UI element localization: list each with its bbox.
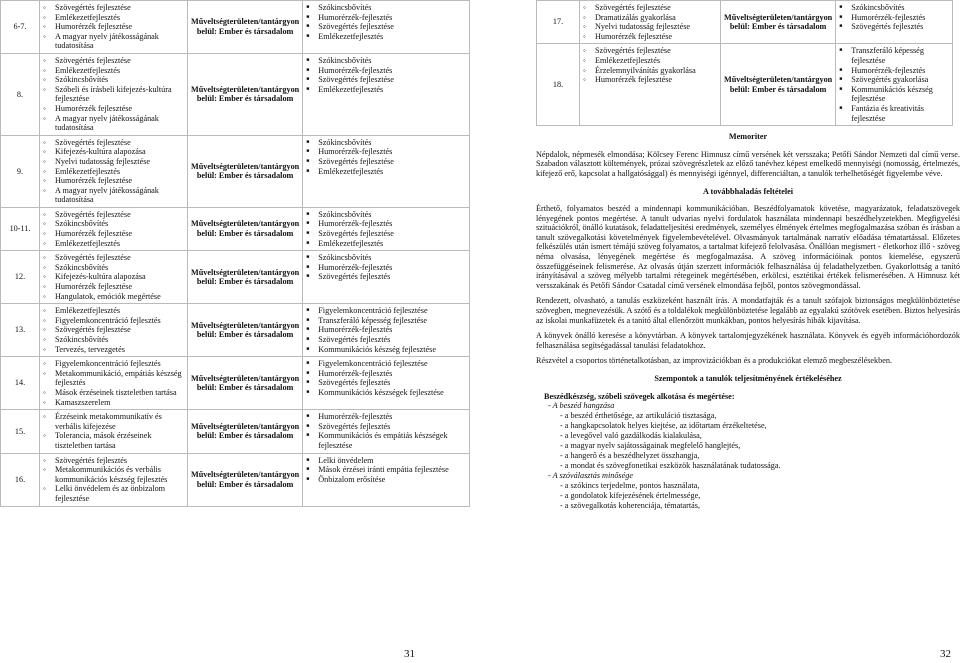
row-number: 18. (537, 44, 580, 126)
competencies-list (839, 46, 949, 123)
list-item: ◦ Szókincsbővítés (43, 75, 184, 85)
list-item: ■ Humorérzék-fejlesztés (306, 147, 466, 157)
list-item: ◦ Humorérzék fejlesztése (583, 75, 717, 85)
list-item: ■ Emlékezetfejlesztés (306, 32, 466, 42)
right-table (536, 0, 953, 126)
list-item: ■ Szövegértés fejlesztése (306, 157, 466, 167)
list-item: ◦ A magyar nyelv játékosságának tudatosítása (43, 114, 184, 133)
list-item: ■ Szókincsbővítés (839, 3, 949, 13)
subject-area: Műveltségterületen/tantárgyon belül: Ember és társadalom (188, 304, 303, 357)
list-item: ■ Humorérzék-fejlesztés (839, 66, 949, 76)
list-item: ◦ Érzelemnyilvánítás gyakorlása (583, 66, 717, 76)
criteria-line: - a hangerő és a beszédhelyzet összhangja, (560, 451, 700, 461)
subject-area: Műveltségterületen/tantárgyon belül: Ember és társadalom (188, 357, 303, 410)
goals-list (43, 138, 184, 205)
list-item: ■ Humorérzék-fejlesztés (306, 13, 466, 23)
competencies-list (306, 306, 466, 354)
row-number: 10-11. (1, 207, 40, 250)
list-item: ◦ Kifejezés-kultúra alapozása (43, 272, 184, 282)
list-item: ◦ Humorérzék fejlesztése (43, 229, 184, 239)
list-item: ◦ Szövegértés fejlesztése (43, 325, 184, 335)
list-item: ◦ Szövegértés fejlesztése (43, 56, 184, 66)
list-item: ◦ Tervezés, tervezgetés (43, 345, 184, 355)
evaluation-subtitle: Beszédkészség, szóbeli szövegek alkotása és megértése: (544, 391, 735, 401)
continuation-paragraphs (536, 204, 960, 366)
development-goals (40, 251, 188, 304)
list-item: ◦ Figyelemkoncentráció fejlesztés (43, 316, 184, 326)
list-item: ◦ Figyelemkoncentráció fejlesztés (43, 359, 184, 369)
evaluation-title: Szempontok a tanulók teljesítményének értékeléséhez (654, 374, 842, 383)
list-item: ■ Fantázia és kreativitás fejlesztése (839, 104, 949, 123)
competencies-list (306, 359, 466, 397)
list-item: ◦ Szóbeli és írásbeli kifejezés-kultúra fejlesztése (43, 85, 184, 104)
goals-list (43, 306, 184, 354)
competencies-list (306, 456, 466, 485)
list-item: ■ Szókincsbővítés (306, 138, 466, 148)
competencies-list (306, 210, 466, 248)
list-item: ◦ Mások érzéseinek tiszteletben tartása (43, 388, 184, 398)
competencies (303, 53, 470, 135)
left-page (0, 0, 480, 640)
list-item: ◦ Metakommunikációs és verbális kommunikációs készség fejlesztés (43, 465, 184, 484)
development-goals (40, 453, 188, 506)
competencies (303, 1, 470, 54)
criteria-line: - a hangkapcsolatok helyes kiejtése, az időtartam érzékeltetése, (560, 421, 767, 431)
table-row (1, 207, 470, 250)
competencies (303, 304, 470, 357)
development-goals (40, 304, 188, 357)
list-item: ■ Szövegértés fejlesztés (306, 335, 466, 345)
subject-area: Műveltségterületen/tantárgyon belül: Ember és társadalom (188, 251, 303, 304)
goals-list (43, 56, 184, 133)
table-row (1, 304, 470, 357)
row-number: 12. (1, 251, 40, 304)
table-row (1, 135, 470, 207)
competencies (303, 207, 470, 250)
subject-area: Műveltségterületen/tantárgyon belül: Ember és társadalom (721, 44, 836, 126)
page-number-left: 31 (404, 648, 415, 660)
list-item: ■ Kommunikációs készségek fejlesztése (306, 388, 466, 398)
list-item: ■ Kommunikációs készség fejlesztése (306, 345, 466, 355)
list-item: ◦ Emlékezetfejlesztés (43, 66, 184, 76)
list-item: ◦ Dramatizálás gyakorlása (583, 13, 717, 23)
list-item: ◦ Emlékezetfejlesztés (43, 306, 184, 316)
criteria-line: - a mondat és szövegfonetikai eszközök használatának tudatossága. (560, 461, 781, 471)
table-row (1, 410, 470, 453)
list-item: ◦ Szövegértés fejlesztése (43, 253, 184, 263)
list-item: ■ Szövegértés fejlesztése (306, 229, 466, 239)
list-item: ■ Szövegértés gyakorlása (839, 75, 949, 85)
table-row (537, 1, 953, 44)
list-item: ◦ Nyelvi tudatosság fejlesztése (43, 157, 184, 167)
table-row (1, 453, 470, 506)
development-goals (580, 44, 721, 126)
list-item: ■ Szövegértés fejlesztése (306, 75, 466, 85)
evaluation-criteria (548, 401, 960, 511)
goals-list (43, 412, 184, 450)
list-item: ■ Kommunikációs és empátiás készségek fejlesztése (306, 431, 466, 450)
table-row (1, 357, 470, 410)
list-item: ◦ Szövegértés fejlesztése (43, 3, 184, 13)
list-item: ■ Humorérzék-fejlesztés (306, 412, 466, 422)
list-item: ■ Szövegértés fejlesztés (306, 378, 466, 388)
list-item: ■ Emlékezetfejlesztés (306, 85, 466, 95)
list-item: ■ Szókincsbővítés (306, 253, 466, 263)
subject-area: Műveltségterületen/tantárgyon belül: Ember és társadalom (188, 453, 303, 506)
page-number-right: 32 (940, 648, 951, 660)
row-number: 17. (537, 1, 580, 44)
left-table (0, 0, 470, 507)
competencies (303, 251, 470, 304)
subject-area: Műveltségterületen/tantárgyon belül: Ember és társadalom (721, 1, 836, 44)
list-item: ■ Emlékezetfejlesztés (306, 239, 466, 249)
list-item: ◦ Emlékezetfejlesztés (583, 56, 717, 66)
list-item: ◦ Szövegértés fejlesztés (43, 456, 184, 466)
paragraph: Érthető, folyamatos beszéd a mindennapi kommunikációban. Beszédfolyamatok követése, magyarázatok, feladatszövegek lényegének pontos megértése. A tanult udvarias nyelvi fordulatok használata mindennapi beszédhelyzetekben. Megfigyelési szituációkról, önálló kutatások, feladatteljesítési eredmények, személyes élmények értelmes megfogalmazása szóban és írásban a tanult szövegalkotási követelmények figyelembevételével. Olvasmányok tartalmának narratív előadása tématartással. Előzetes felkészülés után ismert témájú szöveg folyamatos, a tartalmat kifejező felolvasása. Önállóan megismert - életkorhoz illő - szöveg néma olvasása, lényegének megértése és megfogalmazása. A szöveg információinak pontos kiemelése, egyszerű összefüggéseinek felismerése. Az olvasás útján szerzett információk felhasználása új feladathelyzetben. Gyakorlottság a tanító irányításával a szöveg mélyebb tartalmi rétegeinek megértésében, erkölcsi, esztétikai értékek felismerésében. A Himnusz két versszakának és Petőfi Sándor Csatadal című versének elmondása fejből, pontos szövegmondással. (536, 204, 960, 290)
competencies (303, 135, 470, 207)
development-goals (580, 1, 721, 44)
goals-list (43, 253, 184, 301)
list-item: ◦ Humorérzék fejlesztése (43, 22, 184, 32)
competencies (303, 453, 470, 506)
criteria-line: - a beszéd érthetősége, az artikuláció tisztasága, (560, 411, 717, 421)
list-item: ◦ Szövegértés fejlesztése (583, 3, 717, 13)
list-item: ◦ Szövegértés fejlesztése (43, 138, 184, 148)
list-item: ■ Humorérzék-fejlesztés (839, 13, 949, 23)
goals-list (583, 46, 717, 84)
list-item: ◦ Hangulatok, emóciók megértése (43, 292, 184, 302)
list-item: ◦ Humorérzék fejlesztése (43, 176, 184, 186)
goals-list (43, 210, 184, 248)
list-item: ■ Szövegértés fejlesztése (306, 22, 466, 32)
list-item: ◦ Tolerancia, mások érzéseinek tiszteletben tartása (43, 431, 184, 450)
list-item: ◦ Szövegértés fejlesztése (583, 46, 717, 56)
criteria-line: - a szövegalkotás koherenciája, tématartás, (560, 501, 701, 511)
list-item: ■ Humorérzék-fejlesztés (306, 369, 466, 379)
row-number: 16. (1, 453, 40, 506)
list-item: ■ Szókincsbővítés (306, 56, 466, 66)
list-item: ◦ Érzéseink metakommunikatív és verbális kifejezése (43, 412, 184, 431)
list-item: ◦ Humorérzék fejlesztése (43, 104, 184, 114)
paragraph: Részvétel a csoportos történetalkotásban, az improvizációkban és a produkciókat elemző megbeszélésekben. (536, 356, 893, 366)
list-item: ■ Transzferáló képesség fejlesztése (839, 46, 949, 65)
list-item: ■ Figyelemkoncentráció fejlesztése (306, 306, 466, 316)
competencies (836, 44, 953, 126)
list-item: ■ Lelki önvédelem (306, 456, 466, 466)
subject-area: Műveltségterületen/tantárgyon belül: Ember és társadalom (188, 135, 303, 207)
competencies (303, 410, 470, 453)
row-number: 14. (1, 357, 40, 410)
right-page (536, 0, 960, 640)
goals-list (43, 3, 184, 51)
development-goals (40, 53, 188, 135)
development-goals (40, 135, 188, 207)
goals-list (43, 359, 184, 407)
list-item: ■ Transzferáló képesség fejlesztése (306, 316, 466, 326)
list-item: ■ Önbizalom erősítése (306, 475, 466, 485)
list-item: ◦ Humorérzék fejlesztése (583, 32, 717, 42)
list-item: ■ Mások érzései iránti empátia fejlesztése (306, 465, 466, 475)
criteria-line: - a szókincs terjedelme, pontos használata, (560, 481, 700, 491)
continuation-title: A továbbhaladás feltételei (702, 186, 794, 196)
development-goals (40, 357, 188, 410)
list-item: ◦ Emlékezetfejlesztés (43, 13, 184, 23)
competencies-list (839, 3, 949, 32)
competencies-list (306, 3, 466, 41)
competencies-list (306, 253, 466, 282)
list-item: ■ Figyelemkoncentráció fejlesztése (306, 359, 466, 369)
list-item: ■ Humorérzék-fejlesztés (306, 263, 466, 273)
list-item: ◦ Nyelvi tudatosság fejlesztése (583, 22, 717, 32)
competencies-list (306, 56, 466, 94)
list-item: ■ Humorérzék-fejlesztés (306, 325, 466, 335)
subject-area: Műveltségterületen/tantárgyon belül: Ember és társadalom (188, 410, 303, 453)
row-number: 8. (1, 53, 40, 135)
list-item: ◦ Emlékezetfejlesztés (43, 239, 184, 249)
memoriter-text: Népdalok, népmesék elmondása; Kölcsey Ferenc Himnusz című versének két versszaka; Petőfi Sándor Nemzeti dal című verse. Szabadon választott költemények, prózai szövegrészletek az előző tanévhez képest emelkedő mennyiségi (nomosság, értelmezés, kifejező erő, kapcsolat a hallgatósággal) és mennyiségi igénnyel, differenciáltan, a tanulók terhelhetőségét figyelembe véve. (536, 149, 960, 178)
subject-area: Műveltségterületen/tantárgyon belül: Ember és társadalom (188, 53, 303, 135)
paragraph: Rendezett, olvasható, a tanulás eszközeként használt írás. A mondatfajták és a tanult szófajok biztonságos megkülönböztetése szövegben, megnevezésük. A szótő és a toldalékok megkülönböztetése legalább az egyalakú szótövek esetében. Biztos helyesírás az iskolai munkafüzetek és a tanító által ellenőrzött munkákban, pontos helyesírás hibák kijavítása. (536, 296, 960, 325)
list-item: ◦ A magyar nyelv játékosságának tudatosítása (43, 186, 184, 205)
paragraph: A könyvek önálló keresése a könyvtárban. A könyvek tartalomjegyzékének használata. Könyvek és egyéb információhordozók felhasználása segítségadással tanulási feladatokhoz. (536, 331, 960, 350)
memoriter-title: Memoriter (728, 132, 768, 142)
table-row (1, 1, 470, 54)
list-item: ◦ Lelki önvédelem és az önbizalom fejlesztése (43, 484, 184, 503)
row-number: 6-7. (1, 1, 40, 54)
row-number: 15. (1, 410, 40, 453)
criteria-line: - A beszéd hangzása (548, 401, 615, 411)
list-item: ■ Humorérzék-fejlesztés (306, 66, 466, 76)
development-goals (40, 207, 188, 250)
list-item: ◦ Kifejezés-kultúra alapozása (43, 147, 184, 157)
table-row (537, 44, 953, 126)
criteria-line: - a magyar nyelv sajátosságainak megfelelő hanglejtés, (560, 441, 741, 451)
list-item: ■ Emlékezetfejlesztés (306, 167, 466, 177)
list-item: ◦ Metakommunikáció, empátiás készség fejlesztés (43, 369, 184, 388)
table-row (1, 53, 470, 135)
list-item: ◦ Szókincsbővítés (43, 263, 184, 273)
criteria-line: - A szóválasztás minősége (548, 471, 633, 481)
list-item: ■ Humorérzék-fejlesztés (306, 219, 466, 229)
table-row (1, 251, 470, 304)
list-item: ◦ Emlékezetfejlesztés (43, 167, 184, 177)
list-item: ◦ Kamaszszerelem (43, 398, 184, 408)
list-item: ◦ A magyar nyelv játékosságának tudatosítása (43, 32, 184, 51)
criteria-line: - a levegővel való gazdálkodás kialakulása, (560, 431, 702, 441)
subject-area: Műveltségterületen/tantárgyon belül: Ember és társadalom (188, 1, 303, 54)
development-goals (40, 1, 188, 54)
competencies-list (306, 412, 466, 450)
list-item: ■ Szókincsbővítés (306, 3, 466, 13)
criteria-line: - a gondolatok kifejezésének értelmessége, (560, 491, 701, 501)
list-item: ■ Szövegértés fejlesztés (306, 422, 466, 432)
list-item: ■ Szókincsbővítés (306, 210, 466, 220)
list-item: ◦ Szövegértés fejlesztése (43, 210, 184, 220)
list-item: ■ Szövegértés fejlesztés (306, 272, 466, 282)
list-item: ■ Szövegértés fejlesztés (839, 22, 949, 32)
list-item: ■ Kommunikációs készség fejlesztése (839, 85, 949, 104)
row-number: 13. (1, 304, 40, 357)
goals-list (43, 456, 184, 504)
subject-area: Műveltségterületen/tantárgyon belül: Ember és társadalom (188, 207, 303, 250)
competencies (836, 1, 953, 44)
competencies-list (306, 138, 466, 176)
row-number: 9. (1, 135, 40, 207)
list-item: ◦ Szókincsbővítés (43, 335, 184, 345)
list-item: ◦ Humorérzék fejlesztése (43, 282, 184, 292)
development-goals (40, 410, 188, 453)
competencies (303, 357, 470, 410)
list-item: ◦ Szókincsbővítés (43, 219, 184, 229)
goals-list (583, 3, 717, 41)
